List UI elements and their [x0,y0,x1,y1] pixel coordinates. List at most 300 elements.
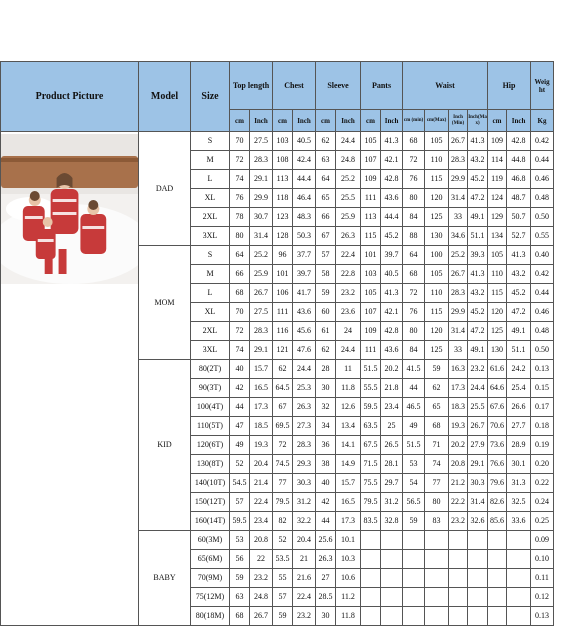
cell-pants-inch: 42.1 [381,303,403,322]
cell-hip-cm: 115 [488,284,507,303]
cell-pants-cm: 101 [361,246,381,265]
cell-waist-inch-min [449,588,468,607]
cell-waist-inch-max [468,531,488,550]
cell-size: 120(6T) [191,436,230,455]
cell-size: S [191,246,230,265]
cell-weight-kg: 0.11 [531,569,554,588]
cell-hip-cm: 129 [488,208,507,227]
cell-pants-inch: 43.6 [381,189,403,208]
cell-waist-cm-max: 105 [425,265,449,284]
cell-chest-inch: 21.6 [293,569,316,588]
header-row-1 [1,62,554,110]
cell-chest-cm: 57 [273,588,293,607]
cell-waist-inch-max: 32.6 [468,512,488,531]
header-sleeve: Sleeve [316,62,361,110]
cell-sleeve-cm: 60 [316,303,336,322]
cell-waist-cm-max [425,607,449,626]
cell-chest-inch: 37.7 [293,246,316,265]
product-picture-cell [1,132,139,626]
cell-sleeve-cm: 30 [316,379,336,398]
cell-hip-inch: 49.1 [507,322,531,341]
cell-weight-kg: 0.50 [531,208,554,227]
cell-top-length-cm: 72 [230,151,250,170]
cell-pants-cm [361,531,381,550]
cell-top-length-cm: 56 [230,550,250,569]
cell-chest-cm: 62 [273,360,293,379]
cell-waist-cm-max [425,588,449,607]
cell-weight-kg: 0.42 [531,265,554,284]
cell-weight-kg: 0.25 [531,512,554,531]
cell-top-length-inch: 17.3 [250,398,273,417]
cell-waist-inch-max: 39.3 [468,246,488,265]
cell-chest-cm: 113 [273,170,293,189]
cell-hip-cm [488,588,507,607]
cell-waist-inch-max: 25.5 [468,398,488,417]
cell-pants-inch: 43.6 [381,341,403,360]
cell-weight-kg: 0.10 [531,550,554,569]
cell-sleeve-cm: 25.6 [316,531,336,550]
cell-top-length-cm: 74 [230,341,250,360]
cell-size: 70(9M) [191,569,230,588]
cell-sleeve-cm: 26.3 [316,550,336,569]
cell-top-length-cm: 42 [230,379,250,398]
unit-cm: cm [488,110,507,132]
cell-chest-inch: 30.3 [293,474,316,493]
cell-size: 75(12M) [191,588,230,607]
cell-waist-inch-max [468,569,488,588]
cell-pants-inch: 21.8 [381,379,403,398]
unit-waist-cm-min: cm (min) [403,110,425,132]
cell-top-length-cm: 66 [230,265,250,284]
cell-hip-inch: 32.5 [507,493,531,512]
cell-waist-cm-min: 80 [403,322,425,341]
cell-waist-cm-max: 125 [425,341,449,360]
cell-weight-kg: 0.50 [531,341,554,360]
cell-pants-inch [381,531,403,550]
cell-chest-cm: 74.5 [273,455,293,474]
cell-top-length-cm: 40 [230,360,250,379]
cell-waist-cm-min: 88 [403,227,425,246]
cell-size: 2XL [191,208,230,227]
cell-pants-cm: 67.5 [361,436,381,455]
cell-chest-inch: 39.7 [293,265,316,284]
cell-waist-inch-max: 43.2 [468,284,488,303]
cell-sleeve-inch: 24.4 [336,132,361,151]
cell-top-length-cm: 49 [230,436,250,455]
cell-waist-inch-max: 49.1 [468,341,488,360]
cell-hip-cm: 114 [488,151,507,170]
cell-hip-inch [507,588,531,607]
cell-sleeve-cm: 28 [316,360,336,379]
cell-pants-inch [381,569,403,588]
cell-waist-cm-max: 77 [425,474,449,493]
cell-pants-cm: 63.5 [361,417,381,436]
cell-hip-inch: 31.3 [507,474,531,493]
cell-top-length-inch: 26.7 [250,607,273,626]
cell-top-length-inch: 31.4 [250,227,273,246]
cell-waist-inch-min: 28.3 [449,284,468,303]
cell-size: 3XL [191,341,230,360]
cell-waist-inch-max: 43.2 [468,151,488,170]
cell-chest-inch: 27.3 [293,417,316,436]
cell-top-length-cm: 78 [230,208,250,227]
cell-waist-inch-max: 47.2 [468,189,488,208]
cell-top-length-inch: 28.3 [250,322,273,341]
cell-pants-cm: 55.5 [361,379,381,398]
cell-chest-cm: 82 [273,512,293,531]
cell-top-length-inch: 25.9 [250,265,273,284]
cell-waist-inch-max: 45.2 [468,170,488,189]
cell-waist-inch-min: 26.7 [449,132,468,151]
cell-hip-inch: 47.2 [507,303,531,322]
cell-waist-inch-max: 45.2 [468,303,488,322]
cell-sleeve-inch: 23.2 [336,284,361,303]
cell-pants-cm: 59.5 [361,398,381,417]
cell-size: S [191,132,230,151]
cell-chest-cm: 79.5 [273,493,293,512]
cell-sleeve-cm: 44 [316,512,336,531]
cell-size: 90(3T) [191,379,230,398]
cell-hip-cm: 124 [488,189,507,208]
cell-waist-cm-min [403,531,425,550]
cell-waist-inch-min: 31.4 [449,322,468,341]
cell-hip-inch: 46.8 [507,170,531,189]
cell-sleeve-inch: 25.5 [336,189,361,208]
cell-sleeve-cm: 28.5 [316,588,336,607]
unit-inch: Inch [250,110,273,132]
cell-chest-cm: 59 [273,607,293,626]
cell-sleeve-cm: 34 [316,417,336,436]
unit-inch: Inch [336,110,361,132]
unit-waist-inch-max: Inch(Ma x) [468,110,488,132]
cell-hip-inch: 52.7 [507,227,531,246]
cell-waist-inch-min: 20.8 [449,455,468,474]
cell-top-length-inch: 19.3 [250,436,273,455]
cell-top-length-inch: 22.4 [250,493,273,512]
unit-inch: Inch [293,110,316,132]
cell-top-length-cm: 80 [230,227,250,246]
cell-sleeve-cm: 65 [316,189,336,208]
cell-pants-inch: 23.4 [381,398,403,417]
cell-chest-cm: 69.5 [273,417,293,436]
cell-sleeve-inch: 11 [336,360,361,379]
cell-hip-cm: 67.6 [488,398,507,417]
cell-top-length-cm: 68 [230,284,250,303]
cell-size: L [191,284,230,303]
unit-inch: Inch [507,110,531,132]
cell-weight-kg: 0.13 [531,360,554,379]
cell-sleeve-inch: 10.6 [336,569,361,588]
cell-top-length-cm: 70 [230,303,250,322]
header-pants: Pants [361,62,403,110]
cell-hip-cm: 125 [488,322,507,341]
cell-hip-inch: 25.4 [507,379,531,398]
cell-sleeve-inch: 24 [336,322,361,341]
cell-waist-cm-max: 83 [425,512,449,531]
cell-waist-inch-min: 34.6 [449,227,468,246]
cell-weight-kg: 0.46 [531,170,554,189]
cell-top-length-inch: 28.3 [250,151,273,170]
cell-chest-cm: 118 [273,189,293,208]
cell-pants-inch: 39.7 [381,246,403,265]
cell-pants-inch: 28.1 [381,455,403,474]
cell-sleeve-inch: 14.9 [336,455,361,474]
cell-sleeve-cm: 66 [316,208,336,227]
header-top-length: Top length [230,62,273,110]
cell-waist-cm-max: 120 [425,322,449,341]
cell-waist-inch-min: 31.4 [449,189,468,208]
cell-hip-cm: 109 [488,132,507,151]
cell-chest-inch: 50.3 [293,227,316,246]
cell-waist-cm-min: 76 [403,170,425,189]
cell-pants-inch: 40.5 [381,265,403,284]
cell-waist-cm-max [425,550,449,569]
cell-pants-inch: 32.8 [381,512,403,531]
cell-hip-cm: 130 [488,341,507,360]
cell-waist-inch-min: 18.3 [449,398,468,417]
cell-waist-inch-max: 47.2 [468,322,488,341]
cell-chest-cm: 52 [273,531,293,550]
cell-waist-cm-min: 59 [403,512,425,531]
cell-pants-inch: 29.7 [381,474,403,493]
cell-waist-cm-max: 74 [425,455,449,474]
cell-pants-cm [361,569,381,588]
cell-chest-cm: 77 [273,474,293,493]
cell-chest-cm: 55 [273,569,293,588]
cell-waist-cm-min: 46.5 [403,398,425,417]
unit-cm: cm [316,110,336,132]
cell-waist-inch-min: 29.9 [449,303,468,322]
cell-chest-cm: 123 [273,208,293,227]
cell-chest-cm: 103 [273,132,293,151]
cell-pants-cm: 75.5 [361,474,381,493]
cell-pants-cm: 71.5 [361,455,381,474]
cell-hip-cm: 120 [488,303,507,322]
cell-waist-inch-min: 17.3 [449,379,468,398]
cell-size: M [191,265,230,284]
cell-waist-inch-max [468,607,488,626]
unit-kg: Kg [531,110,554,132]
cell-top-length-inch: 16.5 [250,379,273,398]
model-label: KID [139,360,191,531]
cell-waist-cm-min [403,588,425,607]
cell-waist-inch-min: 29.9 [449,170,468,189]
cell-weight-kg: 0.55 [531,227,554,246]
cell-hip-inch [507,607,531,626]
cell-size: M [191,151,230,170]
cell-chest-inch: 47.6 [293,341,316,360]
cell-waist-cm-min: 56.5 [403,493,425,512]
cell-size: L [191,170,230,189]
cell-waist-inch-max: 41.3 [468,132,488,151]
header-weight: Weig ht [531,62,554,110]
cell-top-length-inch: 21.4 [250,474,273,493]
cell-top-length-inch: 29.9 [250,189,273,208]
cell-chest-cm: 116 [273,322,293,341]
cell-hip-inch: 42.8 [507,132,531,151]
cell-waist-cm-max: 130 [425,227,449,246]
cell-weight-kg: 0.24 [531,493,554,512]
cell-sleeve-inch: 24.8 [336,151,361,170]
cell-pants-cm: 111 [361,189,381,208]
header-model: Model [139,62,191,132]
cell-top-length-inch: 29.1 [250,341,273,360]
cell-waist-cm-max: 125 [425,208,449,227]
cell-hip-cm: 70.6 [488,417,507,436]
cell-hip-cm: 119 [488,170,507,189]
header-waist: Waist [403,62,488,110]
cell-sleeve-cm: 58 [316,265,336,284]
cell-hip-inch [507,569,531,588]
cell-sleeve-inch: 10.1 [336,531,361,550]
cell-size: 140(10T) [191,474,230,493]
unit-cm: cm [361,110,381,132]
cell-pants-cm: 103 [361,265,381,284]
cell-size: 100(4T) [191,398,230,417]
cell-pants-inch: 45.2 [381,227,403,246]
cell-waist-cm-max: 110 [425,151,449,170]
cell-chest-inch: 32.2 [293,512,316,531]
cell-pants-inch [381,588,403,607]
cell-waist-cm-max: 68 [425,417,449,436]
cell-chest-cm: 111 [273,303,293,322]
cell-waist-cm-max: 71 [425,436,449,455]
cell-top-length-cm: 44 [230,398,250,417]
unit-cm: cm [230,110,250,132]
cell-sleeve-inch: 25.2 [336,170,361,189]
cell-top-length-inch: 29.1 [250,170,273,189]
unit-waist-inch-min: Inch (Min) [449,110,468,132]
cell-chest-cm: 53.5 [273,550,293,569]
cell-waist-cm-max: 120 [425,189,449,208]
cell-pants-cm: 105 [361,284,381,303]
cell-weight-kg: 0.13 [531,607,554,626]
cell-top-length-cm: 72 [230,322,250,341]
cell-chest-inch: 46.4 [293,189,316,208]
cell-top-length-cm: 64 [230,246,250,265]
cell-pants-inch: 41.3 [381,284,403,303]
cell-size: 3XL [191,227,230,246]
unit-inch: Inch [381,110,403,132]
cell-sleeve-inch: 14.1 [336,436,361,455]
cell-pants-cm [361,607,381,626]
cell-top-length-cm: 59.5 [230,512,250,531]
cell-chest-inch: 31.2 [293,493,316,512]
cell-hip-inch: 41.3 [507,246,531,265]
cell-chest-cm: 72 [273,436,293,455]
cell-sleeve-cm: 38 [316,455,336,474]
cell-sleeve-inch: 11.2 [336,588,361,607]
cell-waist-inch-min: 26.7 [449,265,468,284]
cell-waist-inch-max: 49.1 [468,208,488,227]
cell-waist-cm-max: 59 [425,360,449,379]
cell-sleeve-inch: 10.3 [336,550,361,569]
cell-size: 80(18M) [191,607,230,626]
cell-waist-inch-min: 25.2 [449,246,468,265]
cell-hip-inch: 30.1 [507,455,531,474]
cell-hip-cm: 79.6 [488,474,507,493]
cell-waist-inch-max: 26.7 [468,417,488,436]
cell-hip-inch: 26.6 [507,398,531,417]
cell-chest-inch: 40.5 [293,132,316,151]
cell-top-length-cm: 70 [230,132,250,151]
cell-weight-kg: 0.40 [531,246,554,265]
cell-hip-cm: 73.6 [488,436,507,455]
cell-pants-cm [361,588,381,607]
cell-waist-inch-min: 28.3 [449,151,468,170]
cell-pants-inch [381,550,403,569]
cell-waist-inch-min [449,531,468,550]
cell-waist-inch-min [449,607,468,626]
cell-chest-cm: 101 [273,265,293,284]
cell-waist-cm-max: 115 [425,170,449,189]
cell-chest-cm: 67 [273,398,293,417]
cell-waist-cm-min: 76 [403,303,425,322]
cell-chest-cm: 96 [273,246,293,265]
cell-waist-cm-min: 68 [403,265,425,284]
cell-waist-cm-min: 84 [403,341,425,360]
cell-chest-inch: 43.6 [293,303,316,322]
cell-weight-kg: 0.20 [531,455,554,474]
cell-hip-cm [488,569,507,588]
cell-hip-cm: 134 [488,227,507,246]
cell-pants-inch [381,607,403,626]
cell-pants-cm: 115 [361,227,381,246]
cell-hip-inch [507,550,531,569]
cell-sleeve-inch: 16.5 [336,493,361,512]
cell-waist-inch-max [468,550,488,569]
cell-waist-cm-max: 62 [425,379,449,398]
cell-hip-inch: 24.2 [507,360,531,379]
cell-pants-cm: 107 [361,151,381,170]
cell-hip-cm: 76.6 [488,455,507,474]
cell-top-length-cm: 63 [230,588,250,607]
cell-waist-inch-max: 27.9 [468,436,488,455]
cell-waist-cm-min: 53 [403,455,425,474]
cell-waist-inch-max: 24.4 [468,379,488,398]
cell-weight-kg: 0.09 [531,531,554,550]
cell-sleeve-inch: 22.8 [336,265,361,284]
cell-waist-cm-max: 80 [425,493,449,512]
cell-size: 80(2T) [191,360,230,379]
cell-weight-kg: 0.17 [531,398,554,417]
cell-hip-cm [488,607,507,626]
cell-sleeve-cm: 40 [316,474,336,493]
cell-waist-cm-max: 115 [425,303,449,322]
cell-hip-inch: 45.2 [507,284,531,303]
cell-pants-cm: 109 [361,322,381,341]
cell-weight-kg: 0.44 [531,151,554,170]
cell-sleeve-inch: 12.6 [336,398,361,417]
cell-hip-inch: 48.7 [507,189,531,208]
cell-size: XL [191,303,230,322]
cell-waist-inch-max [468,588,488,607]
cell-hip-inch: 43.2 [507,265,531,284]
cell-waist-cm-min: 49 [403,417,425,436]
cell-top-length-cm: 57 [230,493,250,512]
cell-waist-inch-max: 31.4 [468,493,488,512]
header-hip: Hip [488,62,531,110]
cell-sleeve-cm: 62 [316,341,336,360]
cell-sleeve-cm: 32 [316,398,336,417]
cell-chest-inch: 23.2 [293,607,316,626]
cell-hip-cm: 85.6 [488,512,507,531]
cell-weight-kg: 0.18 [531,417,554,436]
cell-top-length-inch: 18.5 [250,417,273,436]
cell-size: 160(14T) [191,512,230,531]
cell-top-length-inch: 23.4 [250,512,273,531]
cell-sleeve-cm: 42 [316,493,336,512]
